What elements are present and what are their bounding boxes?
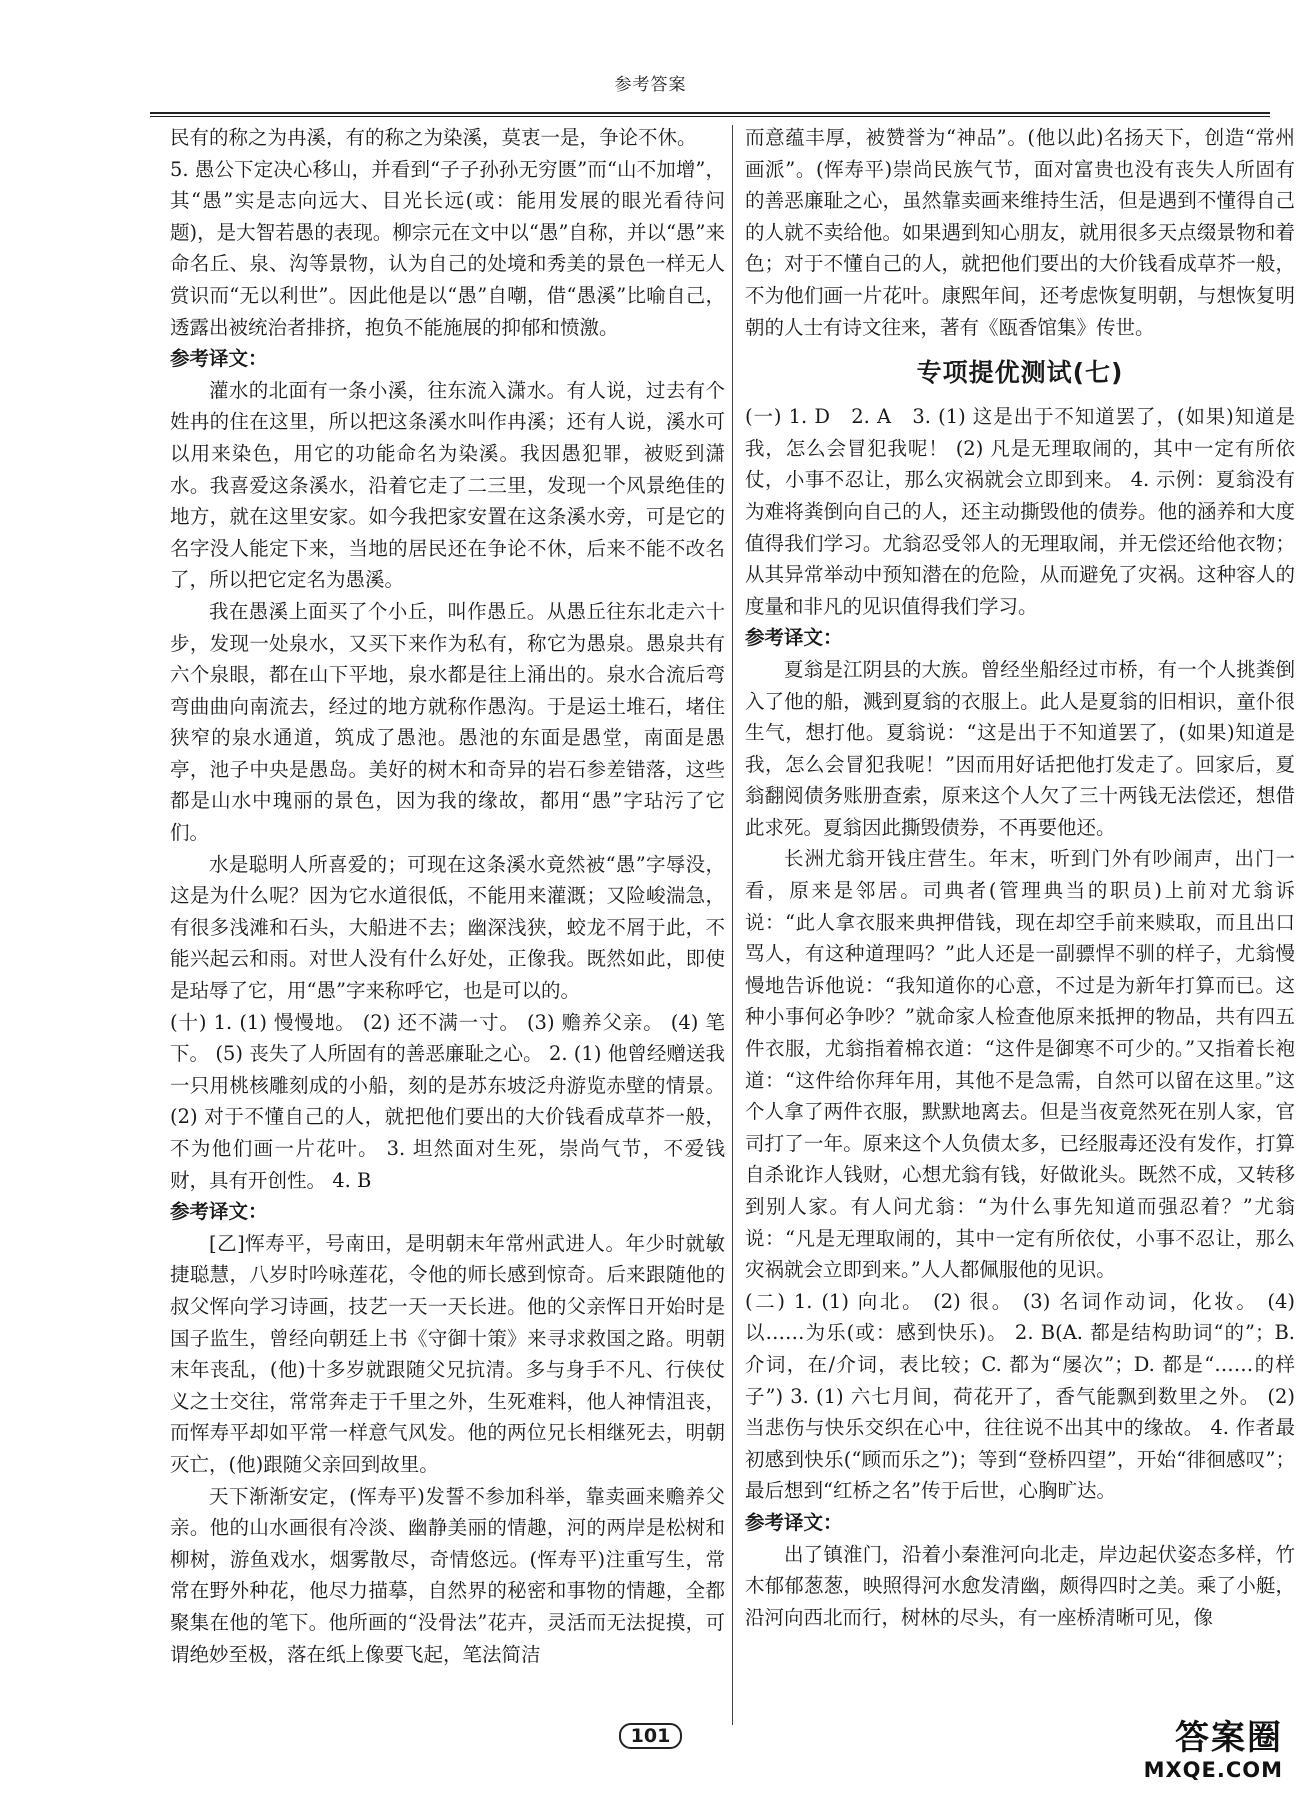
paragraph: 民有的称之为冉溪，有的称之为染溪，莫衷一是，争论不休。	[170, 126, 697, 149]
translation-label: 参考译文：	[745, 1510, 843, 1534]
paragraph: (二) 1. (1) 向北。 (2) 很。 (3) 名词作动词，化妆。 (4) 以……为乐(或：感到快乐)。 2. B(A. 都是结构助词“的”；B. 介词，在/介词，表比较；C. 都为“屡次”；D. 都是“……的样子”) 3. (1) 六七月间，荷花开了，香气能飘到数里之外。 (2) 当悲伤与快乐交织在心中，往往说不出其中的缘故。 4. 作者最初感到快乐(“顾而乐之”)；等到“登桥四望”，开始“徘徊感叹”；最后想到“红桥之名”传于后世，心胸旷达。	[745, 1289, 1295, 1503]
paragraph: 夏翁是江阴县的大族。曾经坐船经过市桥，有一个人挑粪倒入了他的船，溅到夏翁的衣服上。此人是夏翁的旧相识，童仆很生气，想打他。夏翁说：“这是出于不知道罢了，(如果)知道是我，怎么会冒犯我呢！”因而用好话把他打发走了。回家后，夏翁翻阅债务账册查索，原来这个人欠了三十两钱无法偿还，想借此求死。夏翁因此撕毁债券，不再要他还。	[745, 657, 1295, 839]
paragraph: 出了镇淮门，沿着小秦淮河向北走，岸边起伏姿态多样，竹木郁郁葱葱，映照得河水愈发清幽，颇得四时之美。乘了小艇，沿河向西北而行，树林的尽头，有一座桥清晰可见，像	[745, 1542, 1295, 1629]
paragraph: (一) 1. D 2. A 3. (1) 这是出于不知道罢了，(如果)知道是我，怎么会冒犯我呢！ (2) 凡是无理取闹的，其中一定有所依仗，小事不忍让，那么灾祸就会立即到来。 4. 示例：夏翁没有为难将粪倒向自己的人，还主动撕毁他的债券。他的涵养和大度值得我们学习。尤翁忍受邻人的无理取闹，并无偿还给他衣物；从其异常举动中预知潜在的危险，从而避免了灾祸。这种容人的度量和非凡的见识值得我们学习。	[745, 405, 1295, 618]
paragraph: 长洲尤翁开钱庄营生。年末，听到门外有吵闹声，出门一看，原来是邻居。司典者(管理典当的职员)上前对尤翁诉说：“此人拿衣服来典押借钱，现在却空手前来赎取，而且出口骂人，有这种道理吗？”此人还是一副骠悍不驯的样子，尤翁慢慢地告诉他说：“我知道你的心意，不过是为新年打算而已。这种小事何必争吵？”就命家人检查他原来抵押的物品，共有四五件衣服，尤翁指着棉衣道：“这件是御寒不可少的。”又指着长袍道：“这件给你拜年用，其他不是急需，自然可以留在这里。”这个人拿了两件衣服，默默地离去。但是当夜竟然死在别人家，官司打了一年。原来这个人负债太多，已经服毒还没有发作，打算自杀讹诈人钱财，心想尤翁有钱，好做讹头。既然不成，又转移到别人家。有人问尤翁：“为什么事先知道而强忍着？”尤翁说：“凡是无理取闹的，其中一定有所依仗，小事不忍让，那么灾祸就会立即到来。”人人都佩服他的见识。	[745, 847, 1295, 1282]
paragraph: 水是聪明人所喜爱的；可现在这条溪水竟然被“愚”字辱没，这是为什么呢？因为它水道很低，不能用来灌溉；又险峻湍急，有很多浅滩和石头，大船进不去；幽深浅狭，蛟龙不屑于此，不能兴起云和雨。对世人没有什么好处，正像我。既然如此，即使是玷辱了它，用“愚”字来称呼它，也是可以的。	[170, 852, 725, 1003]
paragraph: 5. 愚公下定决心移山，并看到“子子孙孙无穷匮”而“山不加增”，其“愚”实是志向远大、目光长远(或：能用发展的眼光看待问题)，是大智若愚的表现。柳宗元在文中以“愚”自称，并以“愚”来命名丘、泉、沟等景物，认为自己的处境和秀美的景色一样无人赏识而“无以利世”。因此他是以“愚”自嘲，借“愚溪”比喻自己，透露出被统治者排挤，抱负不能施展的抑郁和愤激。	[170, 157, 725, 339]
paragraph: 天下渐渐安定，(恽寿平)发誓不参加科举，靠卖画来赡养父亲。他的山水画很有冷淡、幽静美丽的情趣，河的两岸是松树和柳树，游鱼戏水，烟雾散尽，奇情悠远。(恽寿平)注重写生，常常在野外种花，他尽力描摹，自然界的秘密和事物的情趣，全都聚集在他的笔下。他所画的“没骨法”花卉，灵活而无法捉摸，可谓绝妙至极，落在纸上像要飞起，笔法简洁	[170, 1484, 725, 1666]
watermark-logo-text: 答案圈	[1175, 1718, 1283, 1758]
header-rule	[150, 112, 1270, 117]
right-column	[745, 122, 1295, 1633]
section-title: 专项提优测试(七)	[916, 358, 1124, 388]
watermark-logo	[1103, 1718, 1283, 1794]
paragraph: [乙]恽寿平，号南田，是明朝末年常州武进人。年少时就敏捷聪慧，八岁时吟咏莲花，令他的师长感到惊奇。后来跟随他的叔父恽向学习诗画，技艺一天一天长进。他的父亲恽日开始时是国子监生，曾经向朝廷上书《守御十策》来寻求救国之路。明朝末年丧乱，(他)十多岁就跟随父兄抗清。多与身手不凡、行侠仗义之士交往，常常奔走于千里之外，生死难料，他人神情沮丧，而恽寿平却如平常一样意气风发。他的两位兄长相继死去，明朝灭亡，(他)跟随父亲回到故里。	[170, 1231, 725, 1476]
translation-label: 参考译文：	[745, 626, 843, 650]
page-number-label: 101	[619, 1723, 683, 1749]
watermark-logo-url: MXQE.COM	[1143, 1758, 1283, 1782]
paragraph: 灌水的北面有一条小溪，往东流入潇水。有人说，过去有个姓冉的住在这里，所以把这条溪水叫作冉溪；还有人说，溪水可以用来染色，用它的功能命名为染溪。我因愚犯罪，被贬到潇水。我喜爱这条溪水，沿着它走了二三里，发现一个风景绝佳的地方，就在这里安家。如今我把家安置在这条溪水旁，可是它的名字没人能定下来，当地的居民还在争论不休，后来不能不改名了，所以把它定名为愚溪。	[170, 378, 725, 592]
column-divider	[732, 125, 733, 1725]
translation-label: 参考译文：	[170, 347, 268, 371]
page-header: 参考答案	[614, 75, 687, 95]
left-column	[170, 122, 725, 1670]
paragraph: 而意蕴丰厚，被赞誉为“神品”。(他以此)名扬天下，创造“常州画派”。(恽寿平)崇尚民族气节，面对富贵也没有丧失人所固有的善恶廉耻之心，虽然靠卖画来维持生活，但是遇到不懂得自己的人就不卖给他。如果遇到知心朋友，就用很多天点缀景物和着色；对于不懂自己的人，就把他们要出的大价钱看成草芥一般，不为他们画一片花叶。康熙年间，还考虑恢复明朝，与想恢复明朝的人士有诗文往来，著有《瓯香馆集》传世。	[745, 126, 1295, 339]
paragraph: (十) 1. (1) 慢慢地。 (2) 还不满一寸。 (3) 赡养父亲。 (4) 笔下。 (5) 丧失了人所固有的善恶廉耻之心。 2. (1) 他曾经赠送我一只用桃核雕刻成的小船，刻的是苏东坡泛舟游览赤壁的情景。 (2) 对于不懂自己的人，就把他们要出的大价钱看成草芥一般，不为他们画一片花叶。 3. 坦然面对生死，崇尚气节，不爱钱财，具有开创性。 4. B	[170, 1010, 725, 1192]
paragraph: 我在愚溪上面买了个小丘，叫作愚丘。从愚丘往东北走六十步，发现一处泉水，又买下来作为私有，称它为愚泉。愚泉共有六个泉眼，都在山下平地，泉水都是往上涌出的。泉水合流后弯弯曲曲向南流去，经过的地方就称作愚沟。于是运土堆石，堵住狭窄的泉水通道，筑成了愚池。愚池的东面是愚堂，南面是愚亭，池子中央是愚岛。美好的树木和奇异的岩石参差错落，这些都是山水中瑰丽的景色，因为我的缘故，都用“愚”字玷污了它们。	[170, 599, 725, 845]
translation-label: 参考译文：	[170, 1200, 268, 1224]
